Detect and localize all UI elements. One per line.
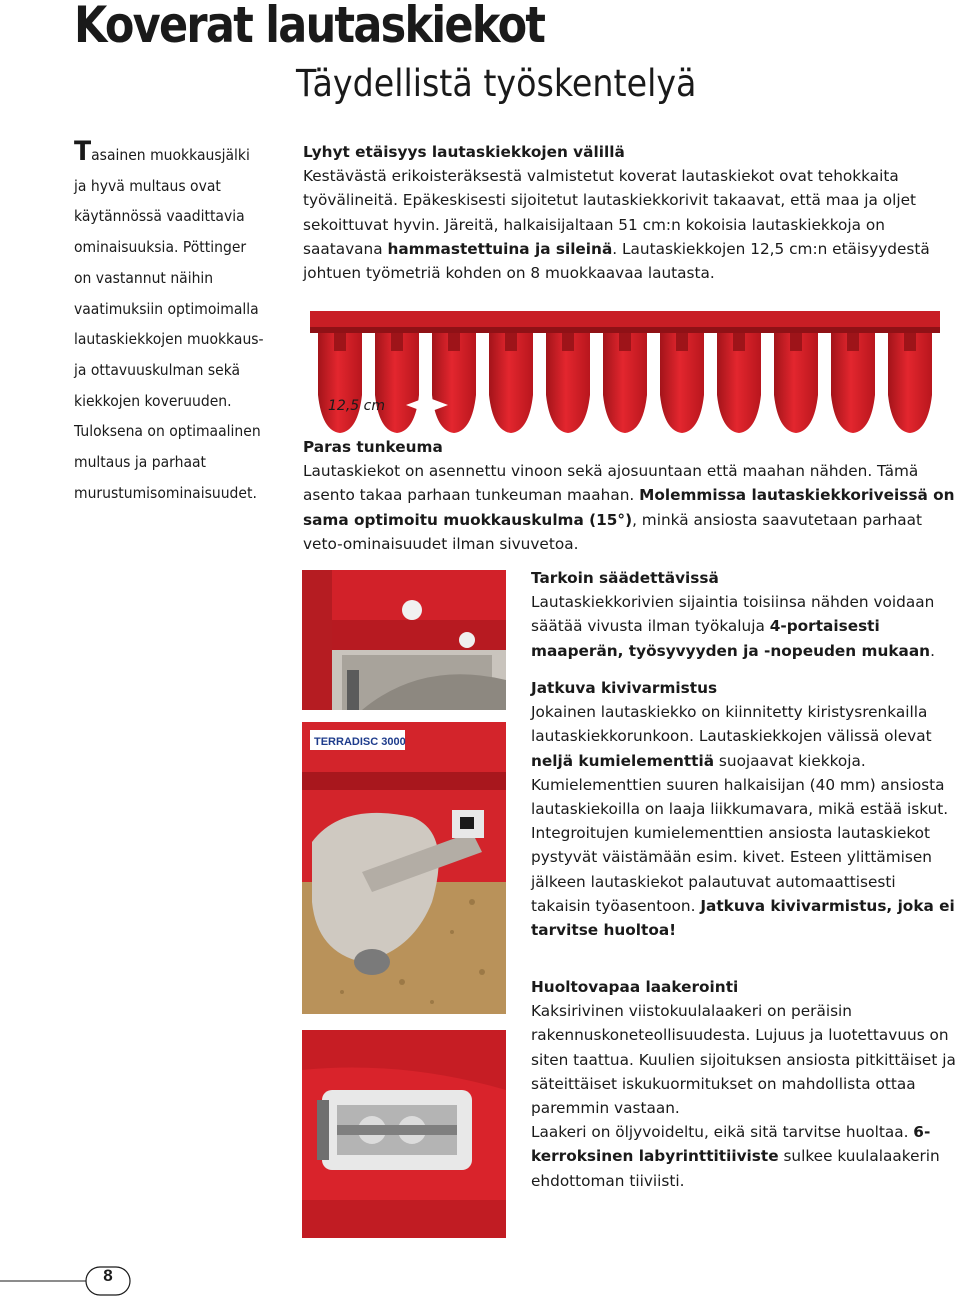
page-subtitle: Täydellistä työskentelyä	[296, 62, 697, 105]
section-heading: Huoltovapaa laakerointi	[531, 978, 739, 996]
section-penetration	[303, 435, 957, 556]
body-text: Lautaskiekot on asennettu vinoon sekä ajosuuntaan että maahan nähden. Tämä asento takaa parhaan tunkeuman maahan.	[303, 462, 919, 505]
section-heading: Jatkuva kivivarmistus	[531, 679, 718, 697]
disc-hub	[733, 333, 745, 351]
bearing-cutaway-photo	[302, 1030, 506, 1238]
body-bold: 6-kerroksinen labyrinttitiiviste	[531, 1123, 931, 1166]
body-text: Integroitujen kumielementtien ansiosta lautaskiekot pystyvät väistämään esim. kivet. Esteen ylittämisen jälkeen lautaskiekot palautuvat automaattisesti takaisin työasentoon.	[531, 824, 933, 915]
disc-hub	[904, 333, 916, 351]
disc-hub	[391, 333, 403, 351]
section-bearing	[531, 975, 956, 1193]
disc-hub	[334, 333, 346, 351]
disc-beam	[310, 311, 940, 327]
intro-paragraph	[74, 136, 265, 508]
drop-cap: T	[74, 136, 92, 167]
disc-beam-shadow	[310, 327, 940, 333]
body-bold: hammastettuina ja sileinä	[387, 239, 613, 258]
disc-hub	[448, 333, 460, 351]
section-body	[531, 1120, 956, 1193]
section-heading: Tarkoin säädettävissä	[531, 569, 719, 587]
body-text: Jokainen lautaskiekko on kiinnitetty kiristysrenkailla lautaskiekkorunkoon. Lautaskiekkojen välissä olevat	[531, 703, 932, 746]
body-text: sulkee kuulalaakerin ehdottoman tiiviisti.	[531, 1147, 940, 1190]
brand-label: TERRADISC 3000	[314, 736, 406, 748]
disc-hub	[790, 333, 802, 351]
section-heading: Lyhyt etäisyys lautaskiekkojen välillä	[303, 143, 625, 161]
section-adjustment	[531, 566, 956, 663]
section-heading: Paras tunkeuma	[303, 438, 443, 456]
terradisc-machine-photo	[302, 722, 506, 1014]
intro-text: asainen muokkausjälki ja hyvä multaus ovat käytännössä vaadittavia ominaisuuksia. Pöttinger on vastannut näihin vaatimuksiin optimoimalla lautaskiekkojen muokkaus- ja ottavuuskulman sekä kiekkojen koveruuden. Tuloksena on optimaalinen multaus ja parhaat murustumisominaisuudet.	[74, 146, 264, 502]
disc-hub	[562, 333, 574, 351]
body-text: suojaavat kiekkoja. Kumielementtien suuren halkaisijan (40 mm) ansiosta lautaskiekoilla on laaja liikkumavara, mikä estää iskut.	[531, 751, 949, 819]
body-bold: 4-portaisesti maaperän, työsyvyyden ja -nopeuden mukaan	[531, 617, 931, 660]
body-text: .	[930, 641, 935, 660]
page-title: Koverat lautaskiekot	[74, 0, 545, 54]
page-number: 8	[103, 1266, 113, 1285]
section-body	[531, 821, 956, 942]
adjustment-lever-photo	[302, 570, 506, 710]
section-body	[531, 700, 956, 821]
section-disc-spacing	[303, 140, 953, 285]
disc-hub	[676, 333, 688, 351]
section-stone-protection	[531, 676, 956, 942]
body-bold: Molemmissa lautaskiekkoriveissä on sama optimoitu muokkauskulma (15°)	[303, 486, 955, 529]
disc-hub	[847, 333, 859, 351]
disc-hub	[505, 333, 517, 351]
body-bold: neljä kumielementtiä	[531, 751, 715, 770]
body-bold: Jatkuva kivivarmistus, joka ei tarvitse huoltoa!	[531, 896, 955, 940]
body-text: , minkä ansiosta saavutetaan parhaat veto-ominaisuudet ilman sivuvetoa.	[303, 510, 923, 553]
disc-hub	[619, 333, 631, 351]
body-text: . Lautaskiekkojen 12,5 cm:n etäisyydestä johtuen työmetriä kohden on 8 muokkaavaa lautasta.	[303, 239, 930, 283]
body-text: Lautaskiekkorivien sijaintia toisiinsa nähden voidaan säätää vivusta ilman työkaluja	[531, 593, 935, 636]
section-body	[303, 164, 953, 285]
section-body	[303, 459, 957, 556]
body-text: Kestävästä erikoisteräksestä valmistetut koverat lautaskiekot ovat tehokkaita työvälineitä. Epäkeskisesti sijoitetut lautaskiekkorivit takaavat, että maa ja oljet sekoittuvat hyvin. Järeitä, halkaisijaltaan 51 cm:n kokoisia lautaskiekkoja on saatavana	[303, 167, 917, 258]
section-body: Kaksirivinen viistokuulalaakeri on peräisin rakennuskoneteollisuudesta. Lujuus ja luotettavuus on siten taattua. Kuulien sijoituksen ansiosta pitkittäiset ja säteittäiset iskukuormitukset on mahdollista ottaa paremmin vastaan.	[531, 1002, 956, 1118]
disc-row-illustration	[310, 305, 940, 435]
measure-label: 12,5 cm	[328, 398, 385, 414]
disc-group	[318, 333, 932, 433]
section-body	[531, 590, 956, 663]
body-text: Laakeri on öljyvoideltu, eikä sitä tarvitse huoltaa.	[531, 1123, 914, 1142]
